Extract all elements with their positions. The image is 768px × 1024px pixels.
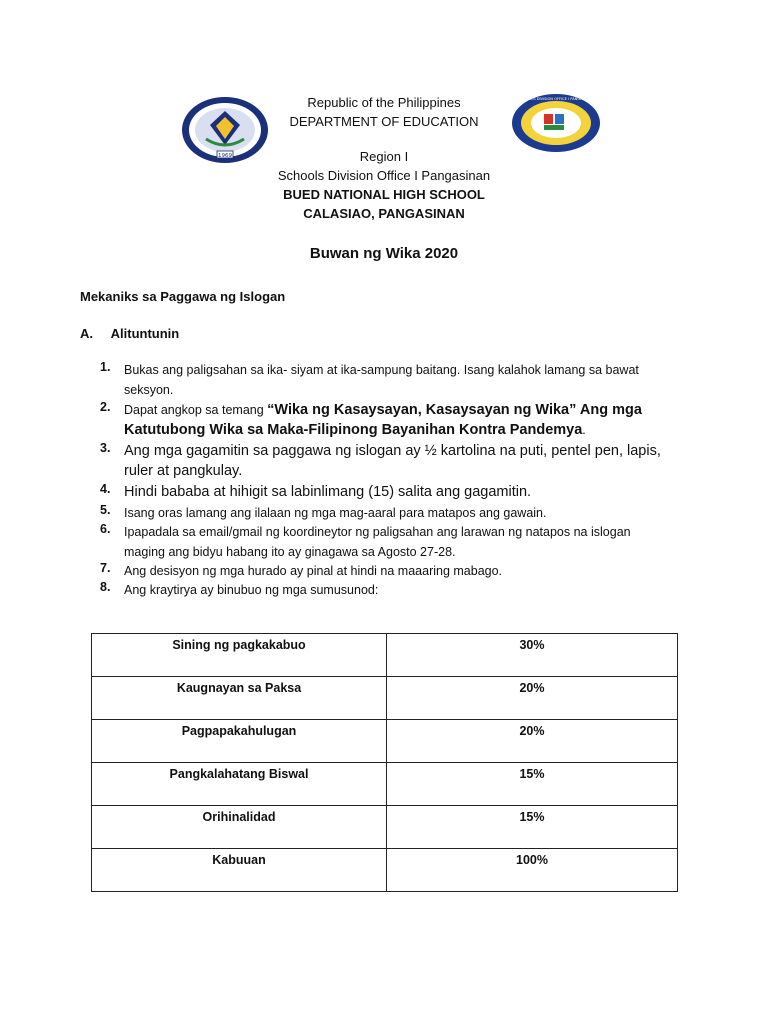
criteria-value: 100% <box>387 849 678 892</box>
criteria-value: 15% <box>387 806 678 849</box>
item-text: Ang mga gagamitin sa paggawa ng islogan ay ½ kartolina na puti, pentel pen, lapis, ruler at pangkulay. <box>124 443 661 479</box>
item-number: 3. <box>100 441 111 455</box>
item-text: Bukas ang paligsahan sa ika- siyam at ika-sampung baitang. Isang kalahok lamang sa bawat seksyon. <box>124 363 639 397</box>
header-location: CALASIAO, PANGASINAN <box>303 206 465 221</box>
item-text: Ipapadala sa email/gmail ng koordineytor ng paligsahan ang larawan ng natapos na islogan maging ang bidyu habang ito ay ginagawa sa Agosto 27-28. <box>124 525 631 559</box>
item-number: 6. <box>100 522 111 536</box>
item-text: Ang desisyon ng mga hurado ay pinal at hindi na maaaring mabago. <box>124 564 503 578</box>
table-row <box>92 677 678 720</box>
section-heading <box>80 326 179 341</box>
criteria-name: Kabuuan <box>92 849 387 892</box>
criteria-value: 20% <box>387 720 678 763</box>
svg-text:SCHOOLS DIVISION OFFICE I PANG: SCHOOLS DIVISION OFFICE I PANGASINAN <box>518 97 594 101</box>
table-row <box>92 849 678 892</box>
criteria-value: 30% <box>387 634 678 677</box>
item-text: Hindi bababa at hihigit sa labinlimang (15) salita ang gagamitin. <box>124 484 532 500</box>
table-row <box>92 720 678 763</box>
header-school: BUED NATIONAL HIGH SCHOOL <box>283 187 485 202</box>
svg-text:1969: 1969 <box>218 153 232 159</box>
item-text: Dapat angkop sa temang “Wika ng Kasaysayan, Kasaysayan ng Wika” Ang mga Katutubong Wika sa Maka-Filipinong Bayanihan Kontra Pandemya. <box>124 402 642 438</box>
criteria-name: Orihinalidad <box>92 806 387 849</box>
criteria-name: Pagpapakahulugan <box>92 720 387 763</box>
criteria-value: 15% <box>387 763 678 806</box>
header-deped: DEPARTMENT OF EDUCATION <box>289 114 479 129</box>
table-row <box>92 806 678 849</box>
header-region: Region I <box>359 149 409 164</box>
criteria-table <box>91 633 678 892</box>
table-row <box>92 763 678 806</box>
criteria-name: Sining ng pagkakabuo <box>92 634 387 677</box>
item-number: 5. <box>100 503 111 517</box>
header-republic: Republic of the Philippines <box>307 95 461 110</box>
criteria-name: Kaugnayan sa Paksa <box>92 677 387 720</box>
table-row <box>92 634 678 677</box>
theme-text: “Wika ng Kasaysayan, Kasaysayan ng Wika” Ang mga Katutubong Wika sa Maka-Filipinong Bayanihan Kontra Pandemya <box>124 402 642 438</box>
section-label: Alituntunin <box>110 326 180 341</box>
header-division: Schools Division Office I Pangasinan <box>277 168 491 183</box>
item-text: Isang oras lamang ang ilalaan ng mga mag-aaral para matapos ang gawain. <box>124 506 547 520</box>
item-text: Ang kraytirya ay binubuo ng mga sumusunod: <box>124 583 379 597</box>
subtitle: Mekaniks sa Paggawa ng Islogan <box>80 289 286 304</box>
criteria-name: Pangkalahatang Biswal <box>92 763 387 806</box>
criteria-value: 20% <box>387 677 678 720</box>
item-number: 8. <box>100 580 111 594</box>
section-letter: A. <box>80 326 93 341</box>
document-title: Buwan ng Wika 2020 <box>309 245 459 262</box>
item-number: 1. <box>100 360 111 374</box>
item-number: 2. <box>100 400 111 414</box>
item-number: 4. <box>100 482 111 496</box>
item-number: 7. <box>100 561 111 575</box>
